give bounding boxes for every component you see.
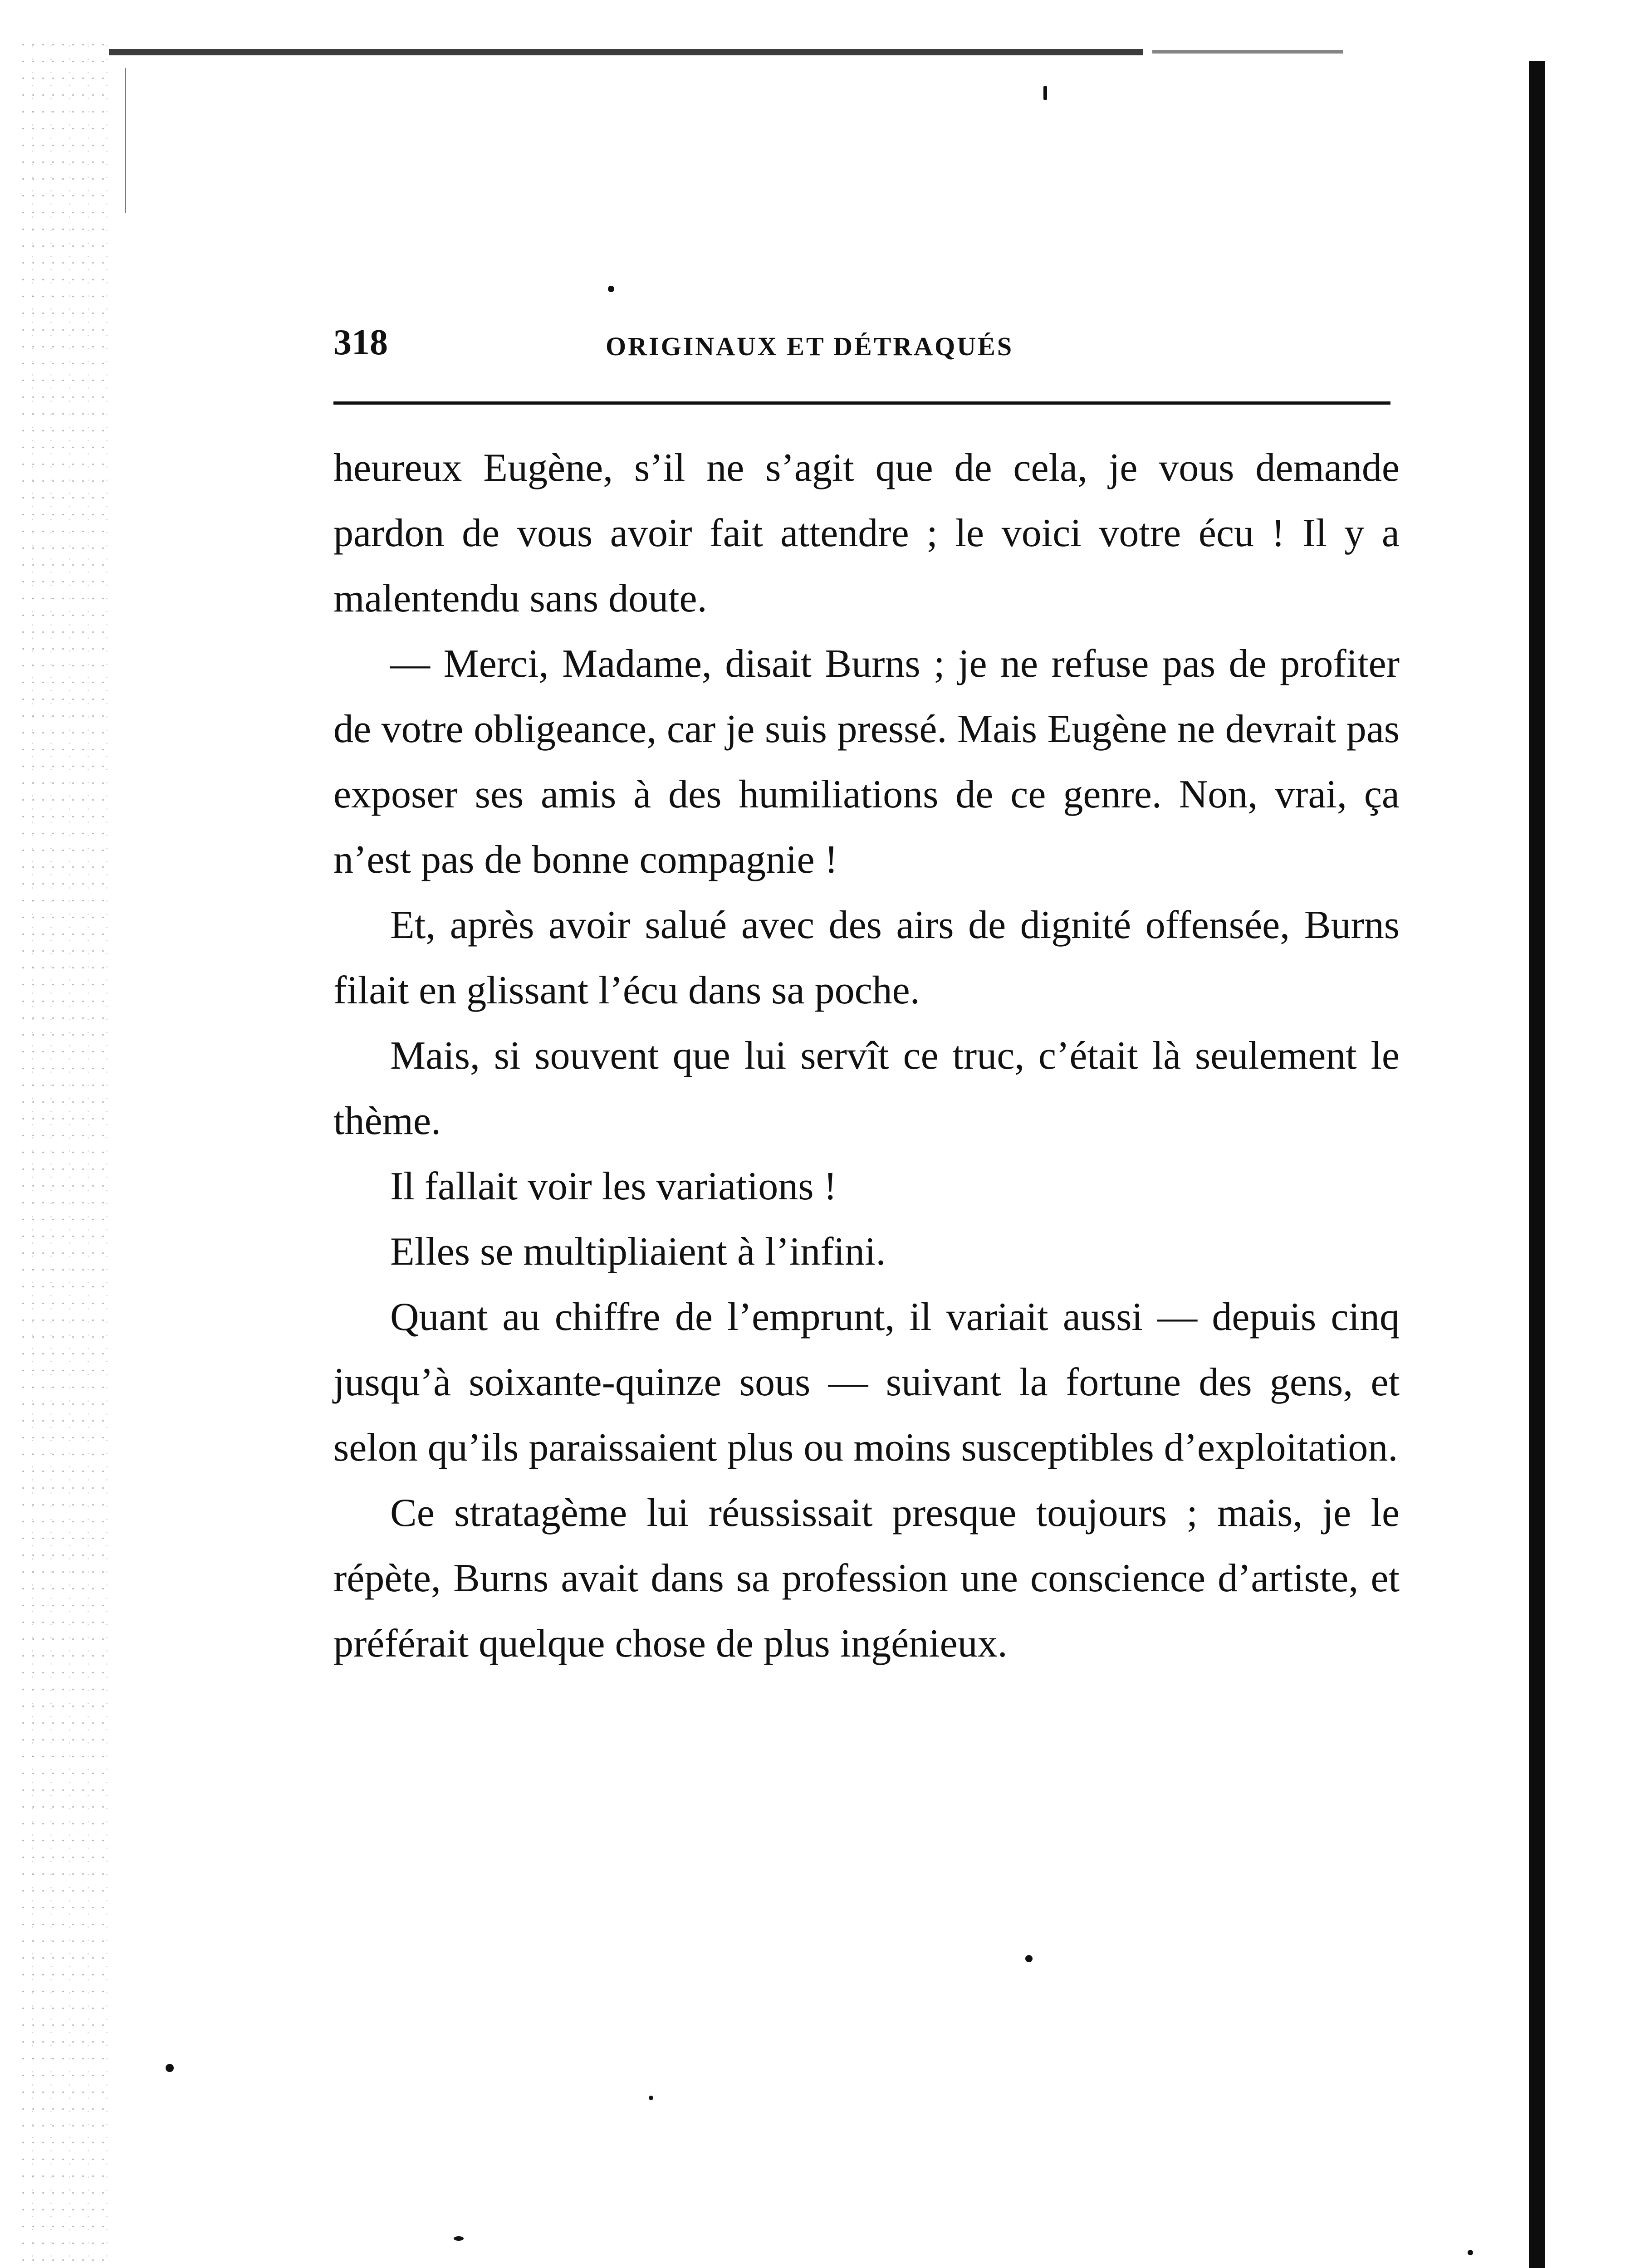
- paragraph: Et, après avoir salué avec des airs de dignité offensée, Burns filait en glissant l’écu dans sa poche.: [333, 903, 1400, 1012]
- scan-right-edge: [1529, 61, 1545, 2268]
- paragraph: Mais, si souvent que lui servît ce truc, c’était là seulement le thème.: [333, 1034, 1400, 1143]
- scan-speck: [1043, 86, 1047, 100]
- paragraph: Ce stratagème lui réussissait presque toujours ; mais, je le répète, Burns avait dans sa profession une conscience d’artiste, et préférait quelque chose de plus ingénieux.: [333, 1491, 1400, 1666]
- scan-speck: [454, 2236, 464, 2241]
- body-text: [333, 435, 1400, 1677]
- scan-speck: [1468, 2250, 1473, 2255]
- paragraph: — Merci, Madame, disait Burns ; je ne refuse pas de profiter de votre obligeance, car je suis pressé. Mais Eugène ne devrait pas exposer ses amis à des humiliations de ce genre. Non, vrai, ça n’est pas de bonne compagnie !: [333, 642, 1400, 882]
- scan-speck: [166, 2064, 174, 2072]
- paragraph: Quant au chiffre de l’emprunt, il variait aussi — depuis cinq jusqu’à soixante-quinze sous — suivant la fortune des gens, et selon qu’ils paraissaient plus ou moins susceptibles d’exploitation.: [333, 1295, 1400, 1470]
- scan-top-edge-fragment: [1152, 50, 1343, 54]
- running-head: [333, 318, 1390, 372]
- header-rule: [333, 401, 1390, 405]
- scan-speck: [1025, 1955, 1033, 1962]
- scan-speck: [649, 2096, 653, 2100]
- page-number: 318: [333, 323, 388, 362]
- scan-speck: [608, 286, 614, 292]
- scan-top-edge: [109, 49, 1143, 55]
- paragraph: Elles se multipliaient à l’infini.: [390, 1230, 886, 1274]
- running-title: ORIGINAUX ET DÉTRAQUÉS: [606, 332, 1014, 361]
- scan-margin-line: [125, 68, 126, 213]
- scan-margin-noise: [18, 36, 109, 2268]
- paragraph: Il fallait voir les variations !: [390, 1164, 837, 1208]
- paragraph: heureux Eugène, s’il ne s’agit que de cela, je vous demande pardon de vous avoir fait attendre ; le voici votre écu ! Il y a malentendu sans doute.: [333, 446, 1400, 621]
